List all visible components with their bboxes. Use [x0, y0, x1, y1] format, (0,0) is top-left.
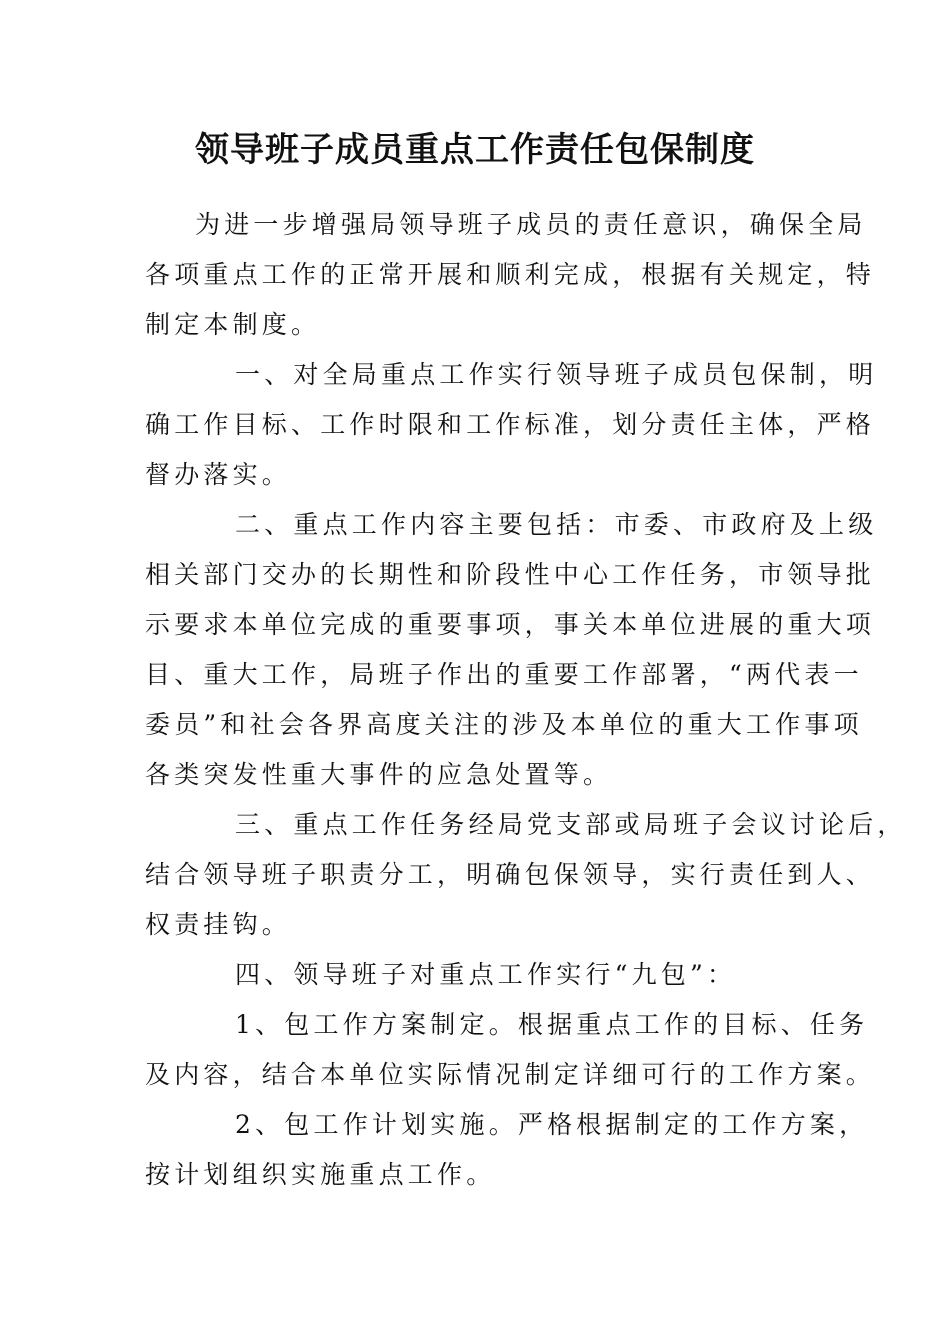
document-body — [145, 200, 907, 1200]
text-line: 一、对全局重点工作实行领导班子成员包保制，明 — [235, 360, 878, 389]
text-line: 按计划组织实施重点工作。 — [145, 1160, 496, 1189]
text-line: 四、领导班子对重点工作实行“九包”： — [235, 960, 737, 989]
text-line: 相关部门交办的长期性和阶段性中心工作任务，市领导批 — [145, 560, 876, 589]
text-line: 三、重点工作任务经局党支部或局班子会议讨论后， — [235, 810, 907, 839]
text-line: 各类突发性重大事件的应急处置等。 — [145, 760, 613, 789]
text-line: 1、包工作方案制定。根据重点工作的目标、任务 — [235, 1010, 869, 1039]
text-line: 委员”和社会各界高度关注的涉及本单位的重大工作事项 — [145, 710, 863, 739]
text-line: 2、包工作计划实施。严格根据制定的工作方案， — [235, 1110, 869, 1139]
text-line: 为进一步增强局领导班子成员的责任意识，确保全局 — [195, 210, 867, 239]
text-line: 督办落实。 — [145, 460, 292, 489]
text-line: 及内容，结合本单位实际情况制定详细可行的工作方案。 — [145, 1060, 876, 1089]
text-line: 制定本制度。 — [145, 310, 321, 339]
text-line: 目、重大工作，局班子作出的重要工作部署，“两代表一 — [145, 660, 863, 689]
text-line: 结合领导班子职责分工，明确包保领导，实行责任到人、 — [145, 860, 876, 889]
text-line: 权责挂钩。 — [145, 910, 292, 939]
text-line: 二、重点工作内容主要包括：市委、市政府及上级 — [235, 510, 878, 539]
text-line: 确工作目标、工作时限和工作标准，划分责任主体，严格 — [145, 410, 876, 439]
text-line: 各项重点工作的正常开展和顺利完成，根据有关规定，特 — [145, 260, 876, 289]
text-line: 示要求本单位完成的重要事项，事关本单位进展的重大项 — [145, 610, 876, 639]
document-title: 领导班子成员重点工作责任包保制度 — [195, 130, 755, 170]
